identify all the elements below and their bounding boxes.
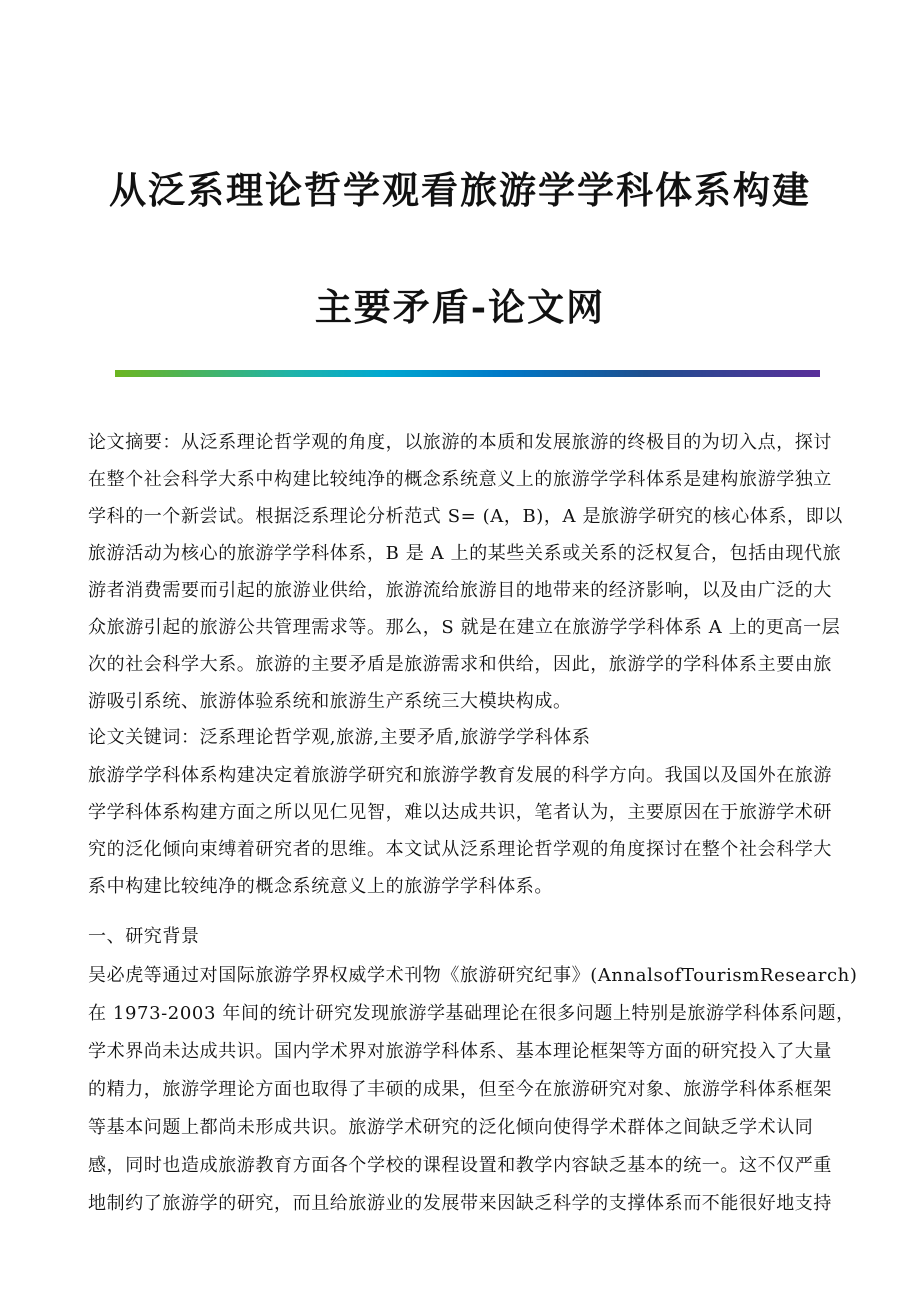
paragraph-line: 系中构建比较纯净的概念系统意义上的旅游学学科体系。 — [88, 876, 553, 897]
paragraph-line: 在 1973-2003 年间的统计研究发现旅游学基础理论在很多问题上特别是旅游学科体系问题， — [88, 1003, 855, 1024]
abstract-line: 旅游活动为核心的旅游学学科体系，B 是 A 上的某些关系或关系的泛权复合，包括由现代旅 — [88, 543, 842, 564]
abstract-line: 游吸引系统、旅游体验系统和旅游生产系统三大模块构成。 — [88, 691, 572, 712]
paragraph-line: 的精力，旅游学理论方面也取得了丰硕的成果，但至今在旅游研究对象、旅游学科体系框架 — [88, 1079, 832, 1100]
abstract-line: 游者消费需要而引起的旅游业供给，旅游流给旅游目的地带来的经济影响，以及由广泛的大 — [88, 580, 832, 601]
paragraph-line: 吴必虎等通过对国际旅游学界权威学术刊物《旅游研究纪事》(AnnalsofTourismResearch) — [88, 965, 858, 986]
abstract-line: 众旅游引起的旅游公共管理需求等。那么，S 就是在建立在旅游学学科体系 A 上的更高一层 — [88, 617, 841, 638]
paragraph-line: 学术界尚未达成共识。国内学术界对旅游学科体系、基本理论框架等方面的研究投入了大量 — [88, 1041, 832, 1062]
paragraph-line: 等基本问题上都尚未形成共识。旅游学术研究的泛化倾向使得学术群体之间缺乏学术认同 — [88, 1117, 814, 1138]
keywords: 论文关键词：泛系理论哲学观,旅游,主要矛盾,旅游学学科体系 — [88, 727, 591, 748]
document-title-line-2: 主要矛盾-论文网 — [314, 285, 606, 329]
paragraph-line: 学学科体系构建方面之所以见仁见智，难以达成共识，笔者认为，主要原因在于旅游学术研 — [88, 802, 832, 823]
abstract-line: 次的社会科学大系。旅游的主要矛盾是旅游需求和供给，因此，旅游学的学科体系主要由旅 — [88, 654, 832, 675]
document-title-line-1: 从泛系理论哲学观看旅游学学科体系构建 — [109, 168, 811, 212]
paragraph-line: 旅游学学科体系构建决定着旅游学研究和旅游学教育发展的科学方向。我国以及国外在旅游 — [88, 765, 832, 786]
paragraph-line: 地制约了旅游学的研究，而且给旅游业的发展带来因缺乏科学的支撑体系而不能很好地支持 — [88, 1193, 832, 1214]
abstract-line: 学科的一个新尝试。根据泛系理论分析范式 S= (A，B)，A 是旅游学研究的核心体系，即以 — [88, 506, 843, 527]
title-divider — [115, 370, 820, 377]
section-heading: 一、研究背景 — [88, 926, 200, 947]
paragraph-line: 究的泛化倾向束缚着研究者的思维。本文试从泛系理论哲学观的角度探讨在整个社会科学大 — [88, 839, 832, 860]
abstract-line: 在整个社会科学大系中构建比较纯净的概念系统意义上的旅游学学科体系是建构旅游学独立 — [88, 469, 832, 490]
abstract-line: 论文摘要：从泛系理论哲学观的角度，以旅游的本质和发展旅游的终极目的为切入点，探讨 — [88, 432, 832, 453]
paragraph-line: 感，同时也造成旅游教育方面各个学校的课程设置和教学内容缺乏基本的统一。这不仅严重 — [88, 1155, 832, 1176]
